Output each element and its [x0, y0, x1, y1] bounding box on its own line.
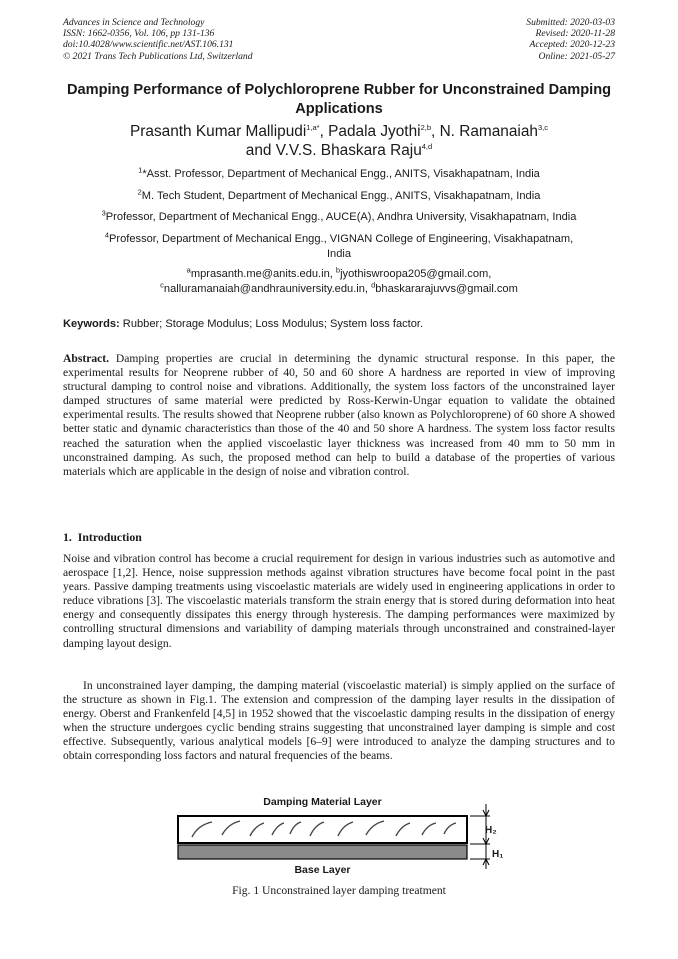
section-number: 1. — [63, 530, 72, 544]
journal-header-left — [63, 17, 253, 62]
author-emails — [63, 267, 615, 297]
affiliation-2 — [63, 189, 615, 204]
affil-marker: 4 — [104, 230, 110, 240]
affil-text: Professor, Department of Mechanical Engg., AUCE(A), Andhra University, Visakhapatnam, India — [105, 211, 577, 223]
keywords — [63, 317, 615, 331]
email-link[interactable]: nalluramanaiah@andhrauniversity.edu.in, — [163, 283, 372, 295]
author-list — [63, 122, 615, 160]
email-link[interactable]: bhaskararajuvvs@gmail.com — [375, 283, 518, 295]
dim-label-h1: H₁ — [492, 849, 504, 860]
journal-issn: ISSN: 1662-0356, Vol. 106, pp 131-136 — [63, 28, 215, 40]
email-link[interactable]: mprasanth.me@anits.edu.in, — [190, 268, 336, 280]
abstract-text: Damping properties are crucial in determining the dynamic structural response. In this paper, the experimental results for Neoprene rubber of 40, 50 and 60 shore A hardness are reported in view of improving structural damping to control noise and vibrations. Additionally, the system loss factors of the unconstrained layer damped structures of same material were predicted by Ross-Kerwin-Ungar equation to validate the obtained experimental results. The results showed that Neoprene rubber (also known as Polychloroprene) of 60 shore A showed better static and dynamic characteristics than those of the 40 and 50 shore A hardness. The system loss factor results reached the saturation when the applied viscoelastic layer thickness was increased from 40 mm to 50 mm in unconstrained damping. As such, the proposed method can help to build a database of the properties of various materials which are applicable in the design of noise and vibration control. — [63, 352, 615, 478]
affiliation-3 — [63, 210, 615, 225]
journal-name: Advances in Science and Technology — [63, 17, 205, 28]
date-submitted: Submitted: 2020-03-03 — [526, 17, 615, 28]
author-affil-marker: 1,a* — [306, 122, 320, 132]
figure-1 — [170, 794, 530, 880]
dimension-markers — [470, 804, 490, 869]
author-name: Prasanth Kumar Mallipudi — [130, 123, 307, 140]
affiliation-1 — [63, 167, 615, 182]
figure-caption: Fig. 1 Unconstrained layer damping treatment — [232, 884, 446, 897]
journal-doi: doi:10.4028/www.scientific.net/AST.106.131 — [63, 39, 234, 51]
email-link[interactable]: jyothiswroopa205@gmail.com, — [340, 268, 492, 280]
base-layer-label: Base Layer — [294, 864, 351, 876]
author-name: and V.V.S. Bhaskara Raju — [245, 142, 422, 159]
affil-text: Professor, Department of Mechanical Engg., VIGNAN College of Engineering, Visakhapatnam, India — [109, 233, 574, 260]
section-title: Introduction — [77, 530, 142, 544]
affiliation-4 — [63, 232, 615, 261]
author-affil-marker: 3,c — [537, 122, 548, 132]
author-affil-marker: 2,b — [420, 122, 431, 132]
affil-marker: 1 — [138, 165, 143, 175]
affil-marker: 3 — [101, 208, 106, 218]
date-online: Online: 2021-05-27 — [538, 50, 615, 62]
damping-layer-label: Damping Material Layer — [263, 796, 382, 808]
journal-header-right — [526, 17, 615, 62]
email-marker: c — [160, 280, 164, 290]
email-marker: b — [335, 265, 341, 275]
date-accepted: Accepted: 2020-12-23 — [529, 39, 615, 51]
author-name: Padala Jyothi — [328, 123, 421, 140]
keywords-text: Rubber; Storage Modulus; Loss Modulus; System loss factor. — [119, 318, 424, 330]
paper-title: Damping Performance of Polychloroprene Rubber for Unconstrained Damping Applications — [66, 82, 612, 117]
email-marker: d — [371, 280, 376, 290]
author-affil-marker: 4,d — [421, 141, 433, 151]
affil-text: *Asst. Professor, Department of Mechanical Engg., ANITS, Visakhapatnam, India — [142, 168, 540, 180]
affil-marker: 2 — [137, 187, 142, 197]
affil-text: M. Tech Student, Department of Mechanical Engg., ANITS, Visakhapatnam, India — [141, 190, 541, 202]
email-marker: a — [186, 265, 191, 275]
section-heading — [63, 530, 142, 544]
base-layer — [178, 845, 467, 859]
author-separator: , — [431, 123, 440, 140]
damping-layer — [178, 816, 467, 843]
date-revised: Revised: 2020-11-28 — [535, 28, 615, 40]
dim-label-h2: H₂ — [485, 825, 497, 836]
abstract — [63, 352, 615, 479]
author-name: N. Ramanaiah — [439, 123, 538, 140]
author-separator: , — [319, 123, 329, 140]
journal-copyright: © 2021 Trans Tech Publications Ltd, Switzerland — [63, 50, 253, 62]
body-paragraph: Noise and vibration control has become a crucial requirement for design in various industries such as automotive and aerospace [1,2]. Hence, noise suppression methods against vibration structures have become focal point in the past years. Passive damping treatments using viscoelastic materials are widely used in engineering applications in order to reduce vibrations [3]. The viscoelastic materials transform the strain energy that is stored during deformation into heat energy and consequently dissipates this energy through hysteresis. The damping performances were maximized by controlling structural dimensions and variability of damping materials through unconstrained and constrained-layer damping layout design. — [63, 552, 615, 650]
keywords-label: Keywords: — [63, 318, 120, 330]
abstract-label: Abstract. — [63, 352, 110, 365]
body-paragraph: In unconstrained layer damping, the damping material (viscoelastic material) is simply applied on the surface of the structure as shown in Fig.1. The extension and compression of the damping layer results in the dissipation of energy. Oberst and Frankenfeld [4,5] in 1952 showed that the viscoelastic damping results in the dissipation of energy when the structure undergoes cyclic bending strains suggesting that unconstrained layer damping is simple and cost effective. Subsequently, various analytical models [6–9] were introduced to analyze the damping structures and to obtain corresponding loss factors and natural frequencies of the beams. — [63, 679, 615, 763]
